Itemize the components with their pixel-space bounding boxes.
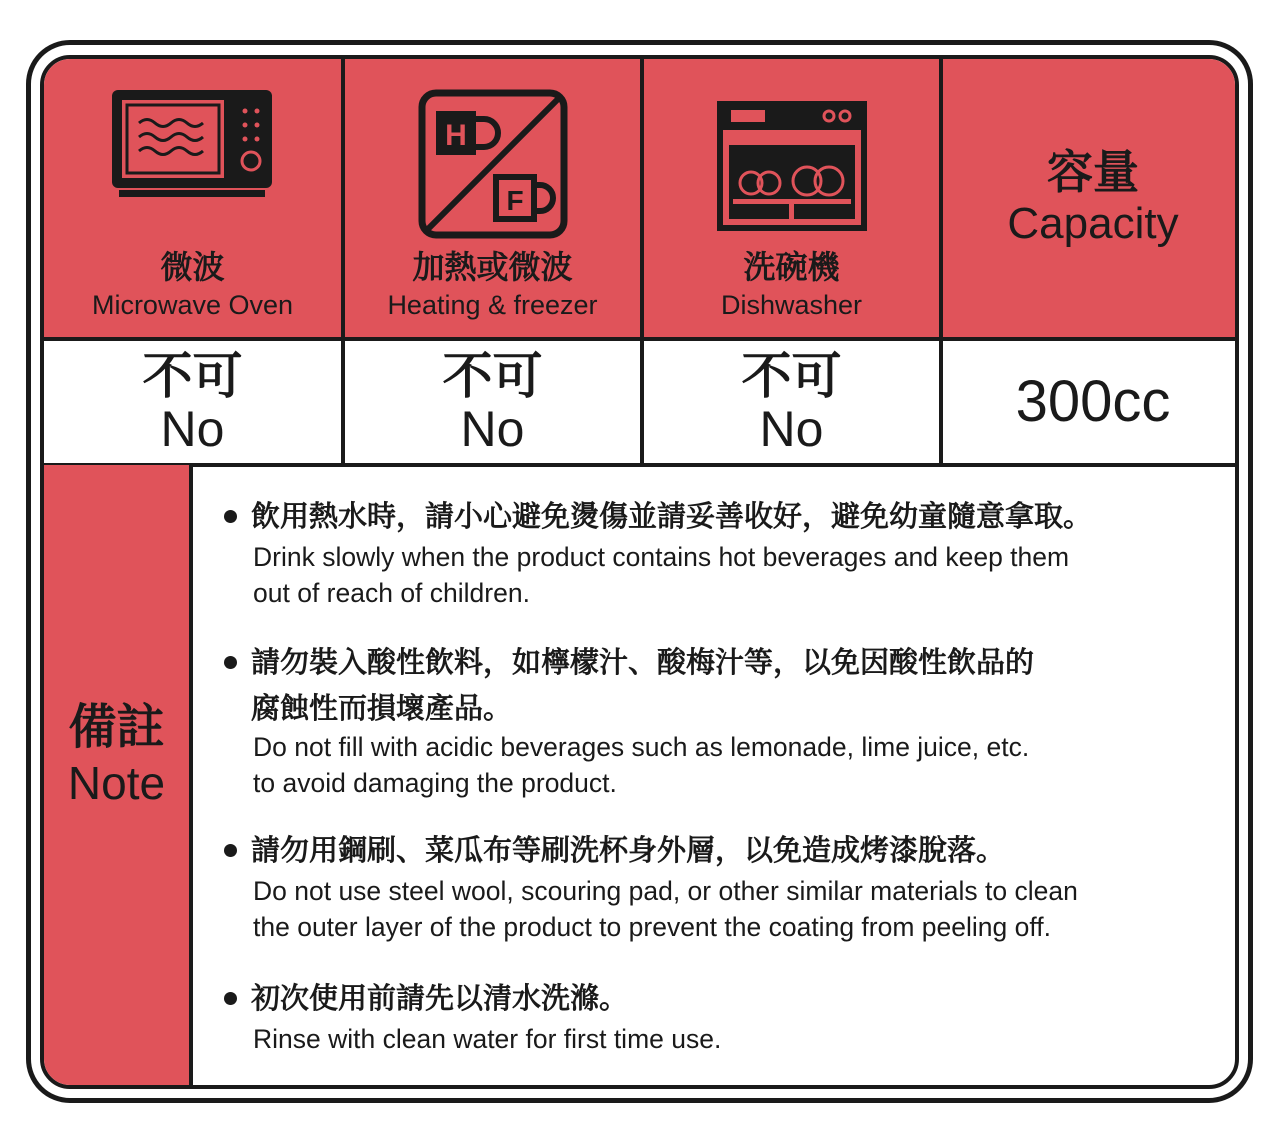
microwave-icon xyxy=(44,87,341,203)
care-label-card xyxy=(40,55,1239,1089)
capacity-label-zh: 容量 xyxy=(1047,145,1139,199)
note-item-en: Drink slowly when the product contains hot beverages and keep them out of reach of children. xyxy=(253,542,1070,608)
heating-value-zh: 不可 xyxy=(442,347,543,405)
dishwasher-label-zh: 洗碗機 xyxy=(743,248,840,286)
capacity-label-en: Capacity xyxy=(1007,199,1179,248)
bullet-icon xyxy=(224,510,237,523)
note-item-en: Do not use steel wool, scouring pad, or other similar materials to clean the outer layer of the product to prevent the coating from peeling off. xyxy=(253,876,1078,942)
freezer-label: F xyxy=(505,185,524,216)
header-heating xyxy=(345,59,640,339)
note-item-zh: 請勿用鋼刷、菜瓜布等刷洗杯身外層，以免造成烤漆脫落。 xyxy=(251,833,1006,867)
note-list xyxy=(193,465,1235,1085)
capacity-value-text: 300cc xyxy=(1015,369,1171,434)
note-item-en: Rinse with clean water for first time use. xyxy=(253,1024,722,1054)
microwave-value-en: No xyxy=(160,401,225,457)
note-item-en: Do not fill with acidic beverages such as lemonade, lime juice, etc. to avoid damaging the product. xyxy=(253,732,1030,798)
dishwasher-label-en: Dishwasher xyxy=(720,290,863,320)
microwave-value-zh: 不可 xyxy=(142,347,243,405)
divider xyxy=(341,59,345,465)
divider xyxy=(939,59,943,465)
dishwasher-value-zh: 不可 xyxy=(741,347,842,405)
dishwasher-value-en: No xyxy=(759,401,824,457)
capacity-value xyxy=(943,339,1239,465)
divider xyxy=(44,337,1235,341)
dishwasher-value xyxy=(644,339,939,465)
header-capacity xyxy=(943,59,1239,339)
bullet-icon xyxy=(224,844,237,857)
note-item-zh: 請勿裝入酸性飲料，如檸檬汁、酸梅汁等，以免因酸性飲品的 腐蝕性而損壞產品。 xyxy=(251,645,1035,725)
heating-value-en: No xyxy=(460,401,525,457)
header-dishwasher xyxy=(644,59,939,339)
bullet-icon xyxy=(224,656,237,669)
heating-label-en: Heating & freezer xyxy=(387,290,598,320)
heating-value xyxy=(345,339,640,465)
heating-label-zh: 加熱或微波 xyxy=(412,248,573,286)
bullet-icon xyxy=(224,992,237,1005)
microwave-label-en: Microwave Oven xyxy=(91,290,294,320)
note-item-zh: 初次使用前請先以清水洗滌。 xyxy=(251,981,629,1015)
note-label-en: Note xyxy=(67,757,166,809)
header-microwave xyxy=(44,59,341,339)
microwave-value xyxy=(44,339,341,465)
note-item-zh: 飲用熱水時，請小心避免燙傷並請妥善收好，避免幼童隨意拿取。 xyxy=(251,499,1093,533)
divider xyxy=(640,59,644,465)
dishwasher-icon xyxy=(644,101,939,231)
note-label-zh: 備註 xyxy=(68,699,165,755)
hot-cold-prohibited-icon xyxy=(345,89,640,239)
hot-label: H xyxy=(444,119,467,152)
note-label-panel xyxy=(44,465,189,1089)
microwave-label-zh: 微波 xyxy=(160,248,225,286)
